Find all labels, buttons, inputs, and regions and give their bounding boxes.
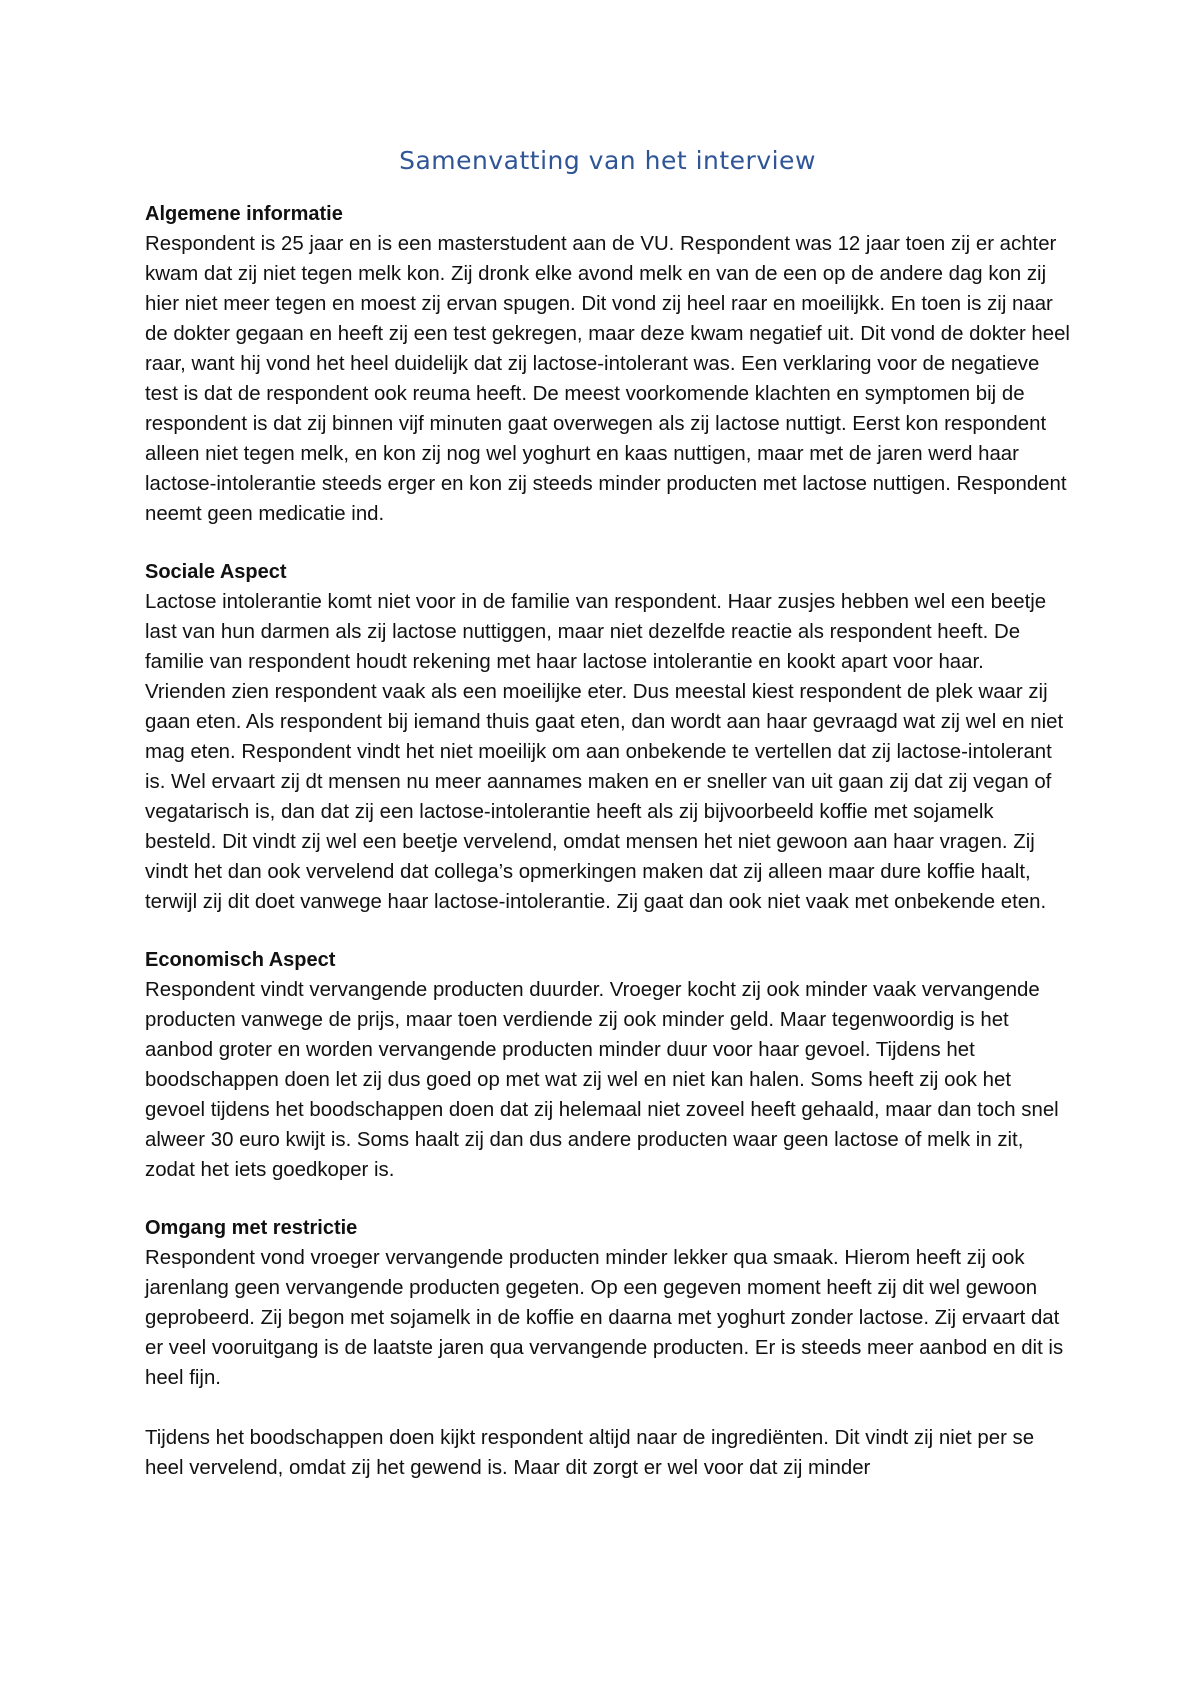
section-paragraph: Respondent vindt vervangende producten duurder. Vroeger kocht zij ook minder vaak vervangende producten vanwege de prijs, maar toen verdiende zij ook minder geld. Maar tegenwoordig is het aanbod groter en worden vervangende producten minder duur voor haar gevoel. Tijdens het boodschappen doen let zij dus goed op met wat zij wel en niet kan halen. Soms heeft zij ook het gevoel tijdens het boodschappen doen dat zij helemaal niet zoveel heeft gehaald, maar dan toch snel alweer 30 euro kwijt is. Soms haalt zij dan dus andere producten waar geen lactose of melk in zit, zodat het iets goedkoper is. [145,979,1059,1181]
section-omgang-met-restrictie [145,1213,1070,1483]
document-body [145,146,1070,1483]
section-algemene-informatie [145,199,1070,529]
section-paragraph: Respondent is 25 jaar en is een masterstudent aan de VU. Respondent was 12 jaar toen zij er achter kwam dat zij niet tegen melk kon. Zij dronk elke avond melk en van de een op de andere dag kon zij hier niet meer tegen en moest zij ervan spugen. Dit vond zij heel raar en moeilijkk. En toen is zij naar de dokter gegaan en heeft zij een test gekregen, maar deze kwam negatief uit. Dit vond de dokter heel raar, want hij vond het heel duidelijk dat zij lactose-intolerant was. Een verklaring voor de negatieve test is dat de respondent ook reuma heeft. De meest voorkomende klachten en symptomen bij de respondent is dat zij binnen vijf minuten gaat overwegen als zij lactose nuttigt. Eerst kon respondent alleen niet tegen melk, en kon zij nog wel yoghurt en kaas nuttigen, maar met de jaren werd haar lactose-intolerantie steeds erger en kon zij steeds minder producten met lactose nuttigen. Respondent neemt geen medicatie ind. [145,233,1070,525]
section-paragraph: Respondent vond vroeger vervangende producten minder lekker qua smaak. Hierom heeft zij ook jarenlang geen vervangende producten gegeten. Op een gegeven moment heeft zij dit wel gewoon geprobeerd. Zij begon met sojamelk in de koffie en daarna met yoghurt zonder lactose. Zij ervaart dat er veel vooruitgang is de laatste jaren qua vervangende producten. Er is steeds meer aanbod en dit is heel fijn. [145,1247,1064,1389]
document-title: Samenvatting van het interview [399,146,816,175]
section-heading: Economisch Aspect [145,949,336,971]
section-paragraph: Lactose intolerantie komt niet voor in de familie van respondent. Haar zusjes hebben wel een beetje last van hun darmen als zij lactose nuttiggen, maar niet dezelfde reactie als respondent heeft. De familie van respondent houdt rekening met haar lactose intolerantie en kookt apart voor haar. Vrienden zien respondent vaak als een moeilijke eter. Dus meestal kiest respondent de plek waar zij gaan eten. Als respondent bij iemand thuis gaat eten, dan wordt aan haar gevraagd wat zij wel en niet mag eten. Respondent vindt het niet moeilijk om aan onbekende te vertellen dat zij lactose-intolerant is. Wel ervaart zij dt mensen nu meer aannames maken en er sneller van uit gaan zij dat zij vegan of vegatarisch is, dan dat zij een lactose-intolerantie heeft als zij bijvoorbeeld koffie met sojamelk besteld. Dit vindt zij wel een beetje vervelend, omdat mensen het niet gewoon aan haar vragen. Zij vindt het dan ook vervelend dat collega’s opmerkingen maken dat zij alleen maar dure koffie haalt, terwijl zij dit doet vanwege haar lactose-intolerantie. Zij gaat dan ook niet vaak met onbekende eten. [145,591,1064,913]
section-heading: Sociale Aspect [145,561,287,583]
section-economisch-aspect [145,945,1070,1185]
section-heading: Omgang met restrictie [145,1217,358,1239]
section-paragraph: Tijdens het boodschappen doen kijkt respondent altijd naar de ingrediënten. Dit vindt zij niet per se heel vervelend, omdat zij het gewend is. Maar dit zorgt er wel voor dat zij minder [145,1427,1035,1479]
section-sociale-aspect [145,557,1070,917]
section-heading: Algemene informatie [145,203,343,225]
